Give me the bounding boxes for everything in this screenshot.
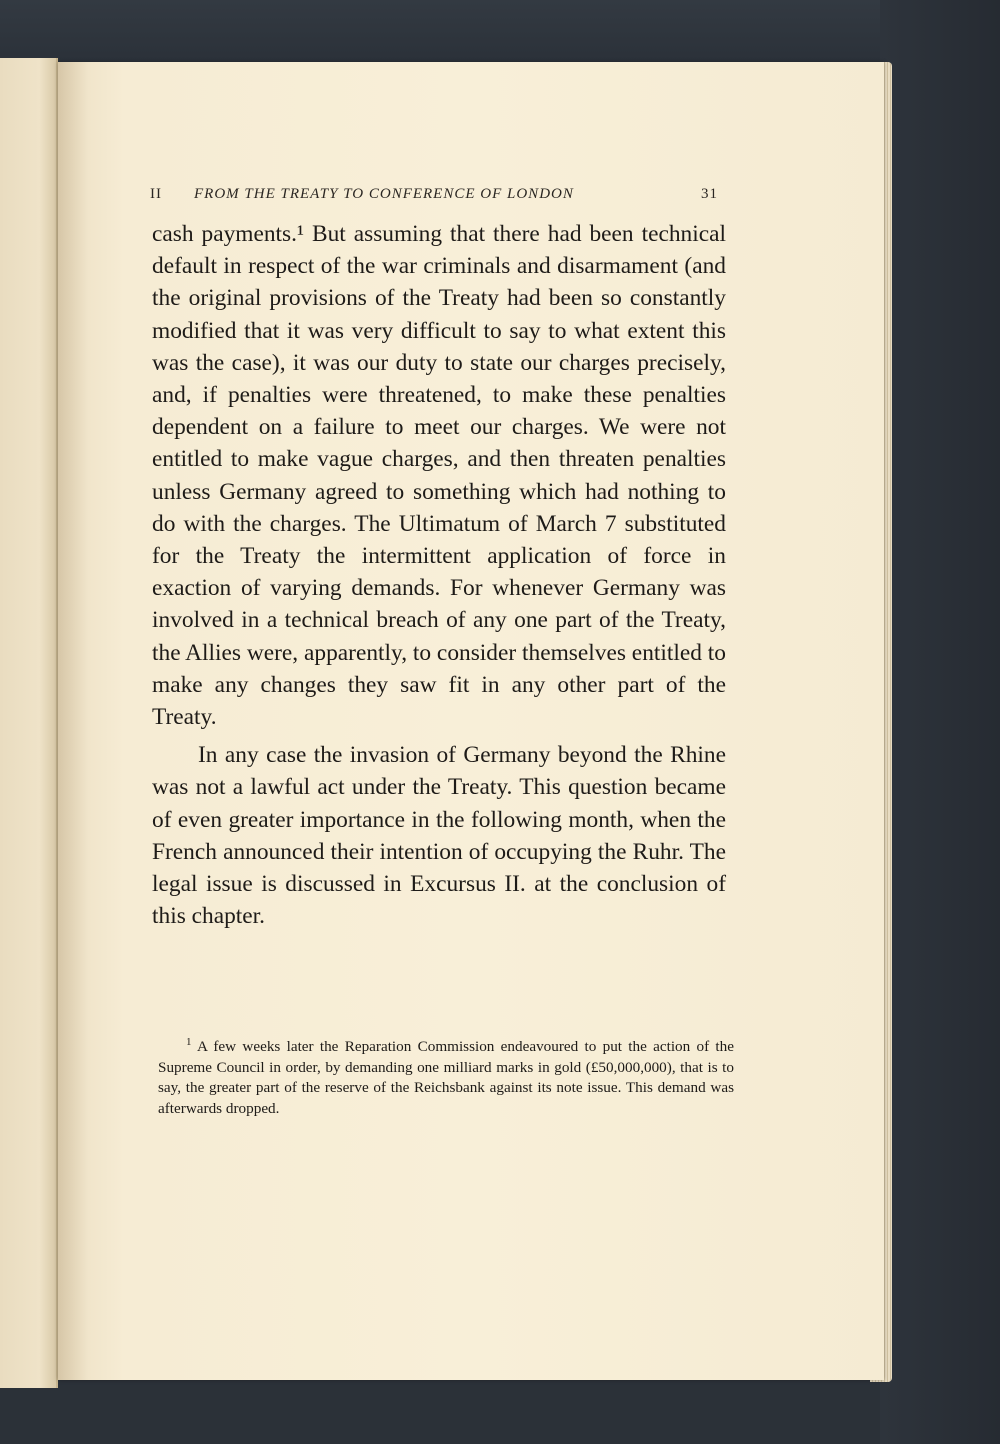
footnote-text: A few weeks later the Reparation Commission endeavoured to put the action of the Supreme Council in order, by demanding one milliard marks in gold (£50,000,000), that is to say, the greater part of the reserve of the Reichsbank against its note issue. This demand was afterwards dropped.: [158, 1038, 734, 1117]
footnote-marker: 1: [186, 1036, 192, 1048]
gutter-shadow: [58, 62, 88, 1380]
page-number: 31: [701, 186, 718, 202]
book-page: [58, 62, 884, 1380]
running-head: [150, 186, 718, 210]
body-text: [152, 218, 726, 932]
facing-page-edge: [0, 58, 58, 1388]
paragraph: In any case the invasion of Germany beyond the Rhine was not a lawful act under the Treaty. This question became of even greater importance in the following month, when the French announced their intention of occupying the Ruhr. The legal issue is discussed in Excursus II. at the conclusion of this chapter.: [152, 742, 726, 930]
paragraph: cash payments.¹ But assuming that there had been technical default in respect of the war criminals and disarmament (and the original provisions of the Treaty had been so constantly modified that it was very difficult to say to what extent this was the case), it was our duty to state our charges precisely, and, if penalties were threatened, to make these penalties dependent on a failure to meet our charges. We were not entitled to make vague charges, and then threaten penalties unless Germany agreed to something which had nothing to do with the charges. The Ultimatum of March 7 substituted for the Treaty the intermittent application of force in exaction of varying demands. For whenever Germany was involved in a technical breach of any one part of the Treaty, the Allies were, apparently, to consider themselves entitled to make any changes they saw fit in any other part of the Treaty.: [152, 221, 726, 731]
book-cover-right: [880, 0, 1000, 1444]
running-head-title: FROM THE TREATY TO CONFERENCE OF LONDON: [194, 186, 574, 202]
chapter-number: II: [150, 186, 162, 202]
book-cover-top: [0, 0, 1000, 70]
footnote: [158, 1037, 734, 1119]
